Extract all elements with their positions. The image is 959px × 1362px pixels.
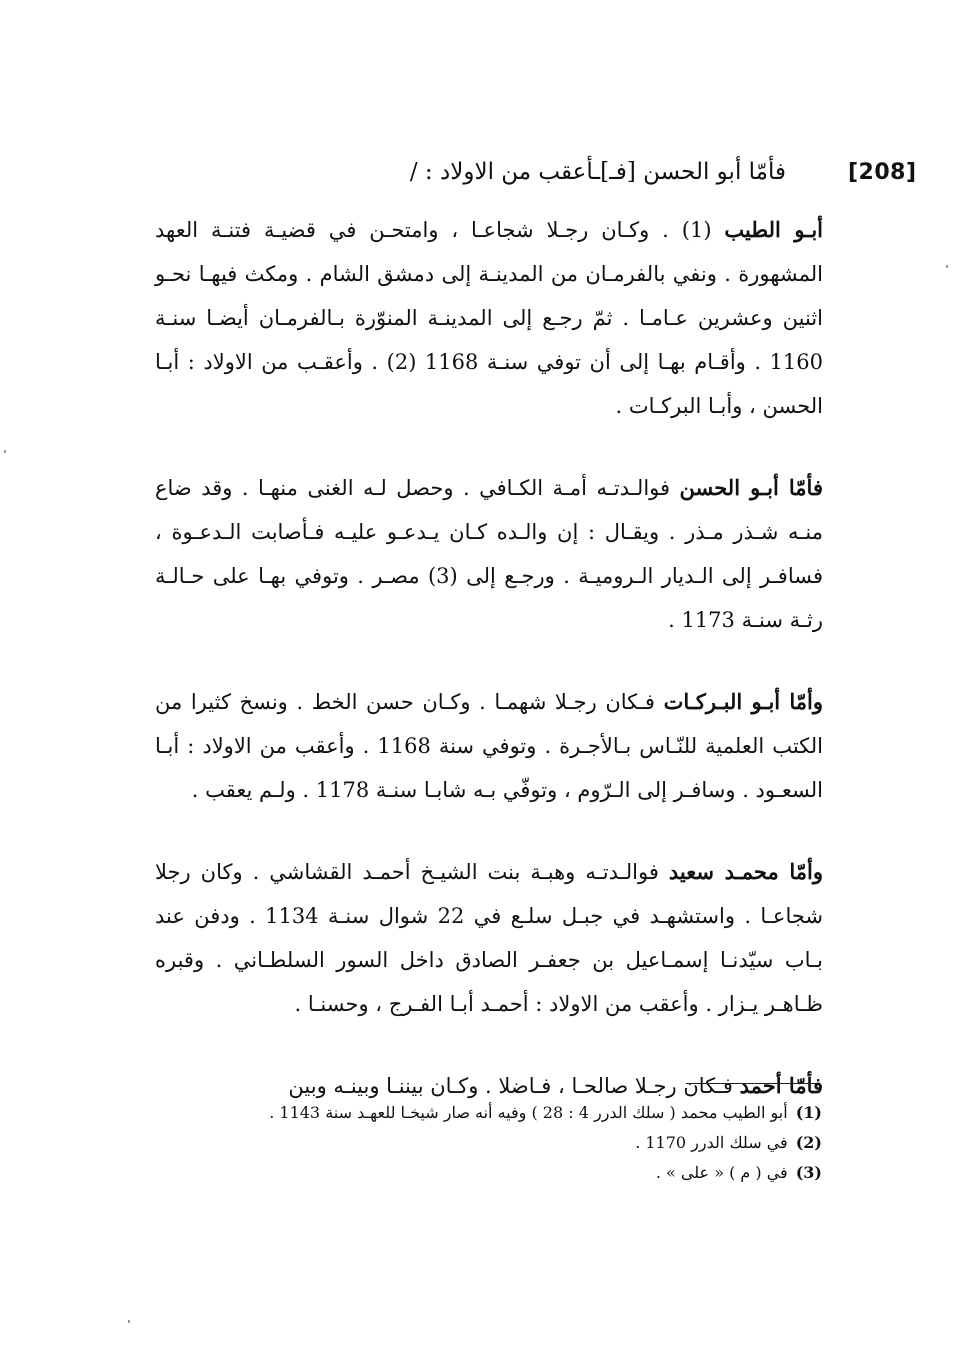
footnote-divider (686, 1083, 816, 1084)
paragraph (155, 850, 823, 1026)
paragraph-name: وأمّا أبـو البـركـات (663, 689, 823, 714)
footnotes (150, 1098, 822, 1188)
scan-speck (4, 450, 6, 453)
paragraph-text: (1) . وكـان رجـلا شجاعـا ، وامتحـن في قضيـة فتنـة العهد المشهورة . ونفي بالفرمـان من المدينـة إلى دمشق الشام . ومكث فيهـا نحـو اثنين وعشرين عـامـا . ثمّ رجـع إلى المدينـة المنوّرة بـالفرمـان أيضـا سنـة 1160 . وأقـام بهـا إلى أن توفي سنـة 1168 (2) . وأعقـب من الاولاد : أبـا الحسن ، وأبـا البركـات . (155, 218, 823, 418)
footnote-text: أبو الطيب محمد ( سلك الدرر 4 : 28 ) وفيه أنه صار شيخـا للعهـد سنة 1143 . (269, 1103, 788, 1122)
footnote-marker: (3) (795, 1163, 822, 1182)
paragraph-text: فوالـدتـه وهبـة بنت الشيـخ أحمـد القشاشي . وكان رجلا شجاعـا . واستشهـد في جبـل سلـع في 22 شوال سنـة 1134 . ودفن عند بـاب سيّدنـا إسمـاعيل بن جعفـر الصادق داخل السور السلطـاني . وقبره ظـاهـر يـزار . وأعقب من الاولاد : أحمـد أبـا الفـرج ، وحسنـا . (155, 860, 823, 1016)
scan-speck (946, 265, 948, 268)
page-number: [208] (848, 160, 917, 185)
paragraph-text: فوالـدتـه أمـة الكـافي . وحصل لـه الغنى منهـا . وقد ضاع منـه شـذر مـذر . ويقـال : إن والـده كـان يـدعـو عليـه فـأصابت الـدعـوة ، فسافـر إلى الـديار الـروميـة . ورجـع إلى (3) مصـر . وتوفي بهـا على حـالـة رثـة سنـة 1173 . (155, 476, 823, 632)
footnote (150, 1098, 822, 1128)
paragraph-name: وأمّا محمـد سعيد (668, 859, 824, 884)
paragraph-name: فأمّا أبـو الحسن (679, 475, 823, 500)
footnote-text: في ( م ) « على » . (655, 1163, 788, 1182)
paragraph-text: فـكان رجـلا شهمـا . وكـان حسن الخط . ونسخ كثيرا من الكتب العلمية للنّـاس بـالأجـرة . وتوفي سنة 1168 . وأعقب من الاولاد : أبـا السعـود . وسافـر إلى الـرّوم ، وتوفّي بـه شابـا سنـة 1178 . ولـم يعقب . (155, 690, 823, 802)
paragraph-name: أبـو الطيب (724, 217, 823, 242)
footnote-marker: (1) (795, 1103, 822, 1122)
footnote-marker: (2) (795, 1133, 822, 1152)
paragraph (155, 680, 823, 812)
footnote (150, 1158, 822, 1188)
scan-speck (128, 1320, 130, 1323)
paragraph (155, 466, 823, 642)
body-text (155, 208, 823, 1146)
paragraph-text: فـكان رجـلا صالحـا ، فـاضلا . وكـان بيننـا وبينـه وبين (288, 1074, 740, 1098)
paragraph (155, 208, 823, 428)
footnote-text: في سلك الدرر 1170 . (635, 1133, 788, 1152)
footnote (150, 1128, 822, 1158)
paragraph-name: فأمّا أحمد (739, 1073, 823, 1098)
section-heading: فأمّا أبو الحسن [فـ]ـأعقب من الاولاد : / (409, 159, 786, 185)
